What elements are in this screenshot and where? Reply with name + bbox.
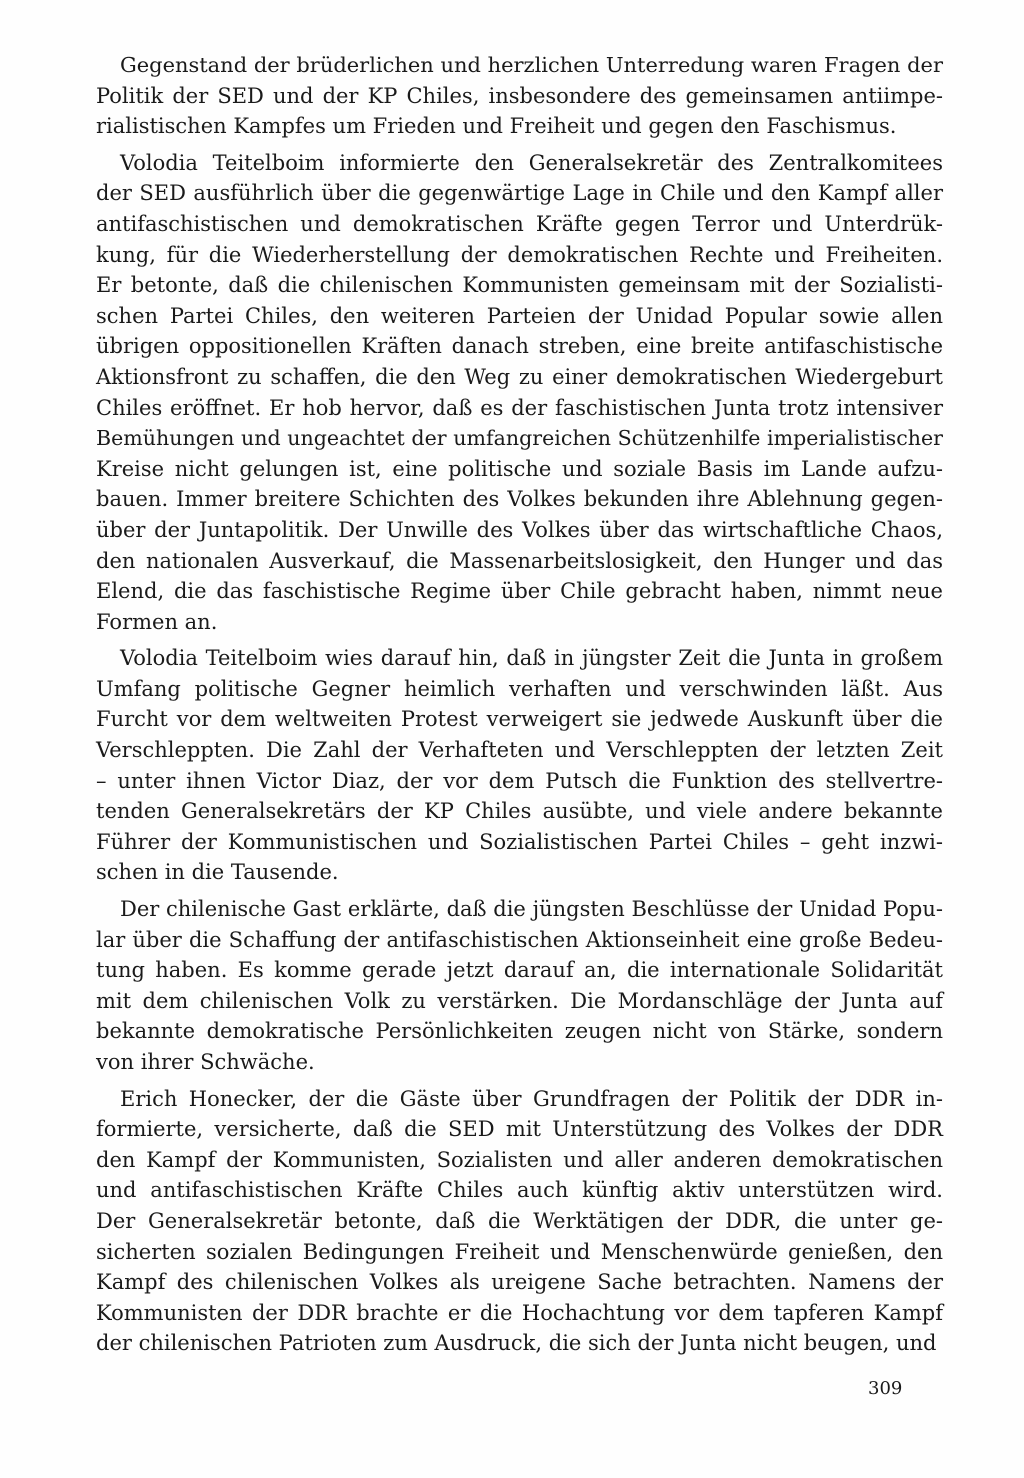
body-text xyxy=(96,50,943,1359)
text-line: Er betonte, daß die chilenischen Kommunisten gemeinsam mit der Sozialisti- xyxy=(96,273,943,298)
text-line: Der chilenische Gast erklärte, daß die jüngsten Beschlüsse der Unidad Popu- xyxy=(120,897,943,922)
text-line: über der Juntapolitik. Der Unwille des Volkes über das wirtschaftliche Chaos, xyxy=(96,517,943,542)
text-line: sicherten sozialen Bedingungen Freiheit und Menschenwürde genießen, den xyxy=(96,1239,943,1264)
text-line: Volodia Teitelboim informierte den Generalsekretär des Zentralkomitees xyxy=(120,150,943,175)
text-line: Kampf des chilenischen Volkes als ureigene Sache betrachten. Namens der xyxy=(96,1270,943,1295)
text-line: mit dem chilenischen Volk zu verstärken. Die Mordanschläge der Junta auf xyxy=(96,988,943,1013)
text-line: und antifaschistischen Kräfte Chiles auch künftig aktiv unterstützen wird. xyxy=(96,1178,943,1203)
paragraph xyxy=(96,643,943,888)
text-line: formierte, versicherte, daß die SED mit Unterstützung des Volkes der DDR xyxy=(96,1117,943,1142)
text-line: – unter ihnen Victor Diaz, der vor dem Putsch die Funktion des stellvertre- xyxy=(96,768,943,793)
text-line: Kommunisten der DDR brachte er die Hochachtung vor dem tapferen Kampf xyxy=(96,1300,943,1325)
text-line: den nationalen Ausverkauf, die Massenarbeitslosigkeit, den Hunger und das xyxy=(96,548,943,573)
text-line: schen Partei Chiles, den weiteren Parteien der Unidad Popular sowie allen xyxy=(96,303,943,328)
text-line: der chilenischen Patrioten zum Ausdruck, die sich der Junta nicht beugen, und xyxy=(96,1331,937,1356)
text-line: tenden Generalsekretärs der KP Chiles ausübte, und viele andere bekannte xyxy=(96,799,943,824)
text-line: bekannte demokratische Persönlichkeiten zeugen nicht von Stärke, sondern xyxy=(96,1019,943,1044)
text-line: Chiles eröffnet. Er hob hervor, daß es der faschistischen Junta trotz intensiver xyxy=(96,395,943,420)
text-line: von ihrer Schwäche. xyxy=(96,1050,315,1074)
text-line: den Kampf der Kommunisten, Sozialisten und aller anderen demokratischen xyxy=(96,1147,943,1172)
text-line: Elend, die das faschistische Regime über Chile gebracht haben, nimmt neue xyxy=(96,579,943,604)
text-line: Volodia Teitelboim wies darauf hin, daß in jüngster Zeit die Junta in großem xyxy=(120,646,943,671)
paragraph xyxy=(96,1084,943,1359)
text-line: Furcht vor dem weltweiten Protest verweigert sie jedwede Auskunft über die xyxy=(96,707,943,732)
text-line: lar über die Schaffung der antifaschistischen Aktionseinheit eine große Bedeu- xyxy=(96,927,943,952)
text-line: Gegenstand der brüderlichen und herzlichen Unterredung waren Fragen der xyxy=(120,53,943,77)
text-line: bauen. Immer breitere Schichten des Volkes bekunden ihre Ablehnung gegen- xyxy=(96,487,943,512)
text-line: der SED ausführlich über die gegenwärtige Lage in Chile und den Kampf aller xyxy=(96,181,943,206)
text-line: Der Generalsekretär betonte, daß die Werktätigen der DDR, die unter ge- xyxy=(96,1208,943,1233)
paragraph xyxy=(96,148,943,638)
page-number: 309 xyxy=(868,1378,903,1399)
text-line: Politik der SED und der KP Chiles, insbesondere des gemeinsamen antiimpe- xyxy=(96,83,943,108)
text-line: Führer der Kommunistischen und Sozialistischen Partei Chiles – geht inzwi- xyxy=(96,829,943,854)
text-line: Kreise nicht gelungen ist, eine politische und soziale Basis im Lande aufzu- xyxy=(96,456,943,481)
text-line: kung, für die Wiederherstellung der demokratischen Rechte und Freiheiten. xyxy=(96,242,943,267)
text-line: schen in die Tausende. xyxy=(96,860,339,885)
text-line: antifaschistischen und demokratischen Kräfte gegen Terror und Unterdrük- xyxy=(96,211,943,236)
text-line: Bemühungen und ungeachtet der umfangreichen Schützenhilfe imperialistischer xyxy=(96,426,943,451)
text-line: Erich Honecker, der die Gäste über Grundfragen der Politik der DDR in- xyxy=(120,1086,943,1111)
text-line: rialistischen Kampfes um Frieden und Freiheit und gegen den Faschismus. xyxy=(96,114,897,139)
text-line: Verschleppten. Die Zahl der Verhafteten und Verschleppten der letzten Zeit xyxy=(96,738,943,763)
paragraph xyxy=(96,894,943,1078)
text-line: übrigen oppositionellen Kräften danach streben, eine breite antifaschistische xyxy=(96,334,943,359)
text-line: Formen an. xyxy=(96,609,218,634)
text-line: Aktionsfront zu schaffen, die den Weg zu einer demokratischen Wiedergeburt xyxy=(96,364,943,389)
paragraph xyxy=(96,50,943,142)
text-line: tung haben. Es komme gerade jetzt darauf an, die internationale Solidarität xyxy=(96,958,943,983)
text-line: Umfang politische Gegner heimlich verhaften und verschwinden läßt. Aus xyxy=(96,676,943,701)
